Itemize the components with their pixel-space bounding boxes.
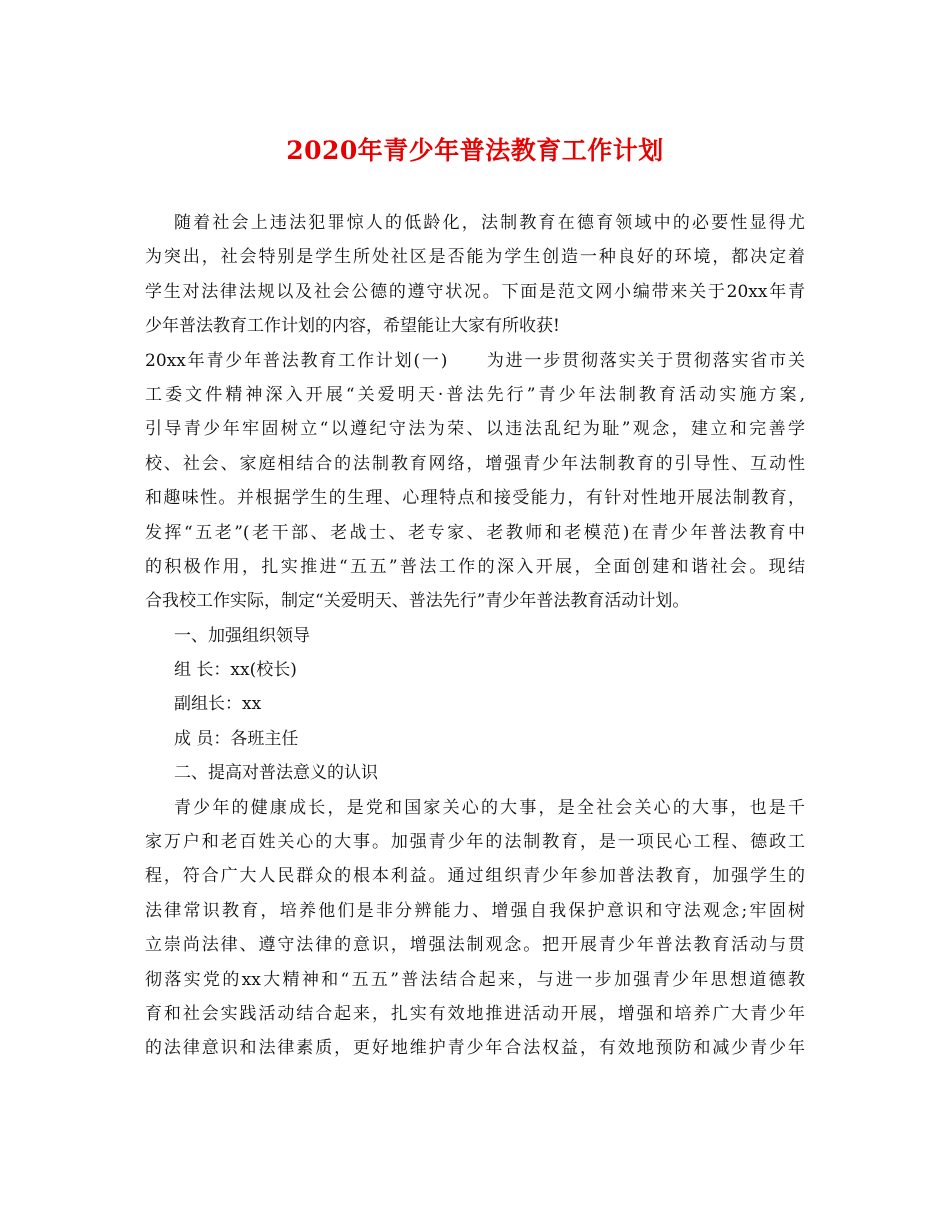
body-line: 合我校工作实际，制定“关爱明天、普法先行”青少年普法教育活动计划。: [145, 591, 690, 612]
body-line: 彻落实党的xx大精神和“五五”普法结合起来，与进一步加强青少年思想道德教: [145, 969, 805, 990]
body-line: 发挥“五老”(老干部、老战士、老专家、老教师和老模范)在青少年普法教育中: [145, 522, 805, 543]
body-line: 组 长：xx(校长): [174, 660, 297, 681]
body-line: 成 员：各班主任: [174, 728, 299, 749]
body-line: 引导青少年牢固树立“以遵纪守法为荣、以违法乱纪为耻”观念，建立和完善学: [145, 419, 805, 440]
body-line: 少年普法教育工作计划的内容，希望能让大家有所收获!: [145, 316, 560, 337]
document-body: [145, 206, 805, 1066]
body-line: 随着社会上违法犯罪惊人的低龄化，法制教育在德育领域中的必要性显得尤: [174, 213, 805, 233]
body-line: 为突出，社会特别是学生所处社区是否能为学生创造一种良好的环境，都决定着: [145, 247, 805, 268]
body-line: 和趣味性。并根据学生的生理、心理特点和接受能力，有针对性地开展法制教育，: [145, 488, 805, 509]
body-line: 程，符合广大人民群众的根本利益。通过组织青少年参加普法教育，加强学生的: [145, 866, 805, 887]
body-line: 的法律意识和法律素质，更好地维护青少年合法权益，有效地预防和减少青少年: [145, 1038, 805, 1059]
body-line: 家万户和老百姓关心的大事。加强青少年的法制教育，是一项民心工程、德政工: [145, 832, 805, 853]
body-line: 青少年的健康成长，是党和国家关心的大事，是全社会关心的大事，也是千: [174, 797, 805, 818]
document-title: 2020年青少年普法教育工作计划: [286, 136, 664, 165]
body-line: 一、加强组织领导: [174, 625, 310, 646]
body-line: 学生对法律法规以及社会公德的遵守状况。下面是范文网小编带来关于20xx年青: [145, 281, 805, 302]
body-line: 立崇尚法律、遵守法律的意识，增强法制观念。把开展青少年普法教育活动与贯: [145, 935, 805, 956]
body-line: 校、社会、家庭相结合的法制教育网络，增强青少年法制教育的引导性、互动性: [145, 453, 805, 474]
body-line: 工委文件精神深入开展“关爱明天·普法先行”青少年法制教育活动实施方案,: [145, 384, 805, 405]
body-line: 二、提高对普法意义的认识: [174, 763, 378, 784]
body-line: 20xx年青少年普法教育工作计划(一) 为进一步贯彻落实关于贯彻落实省市关: [145, 350, 805, 371]
body-line: 法律常识教育，培养他们是非分辨能力、增强自我保护意识和守法观念;牢固树: [145, 900, 805, 921]
body-line: 的积极作用，扎实推进“五五”普法工作的深入开展，全面创建和谐社会。现结: [145, 556, 805, 577]
body-line: 副组长：xx: [174, 694, 262, 715]
body-line: 育和社会实践活动结合起来，扎实有效地推进活动开展，增强和培养广大青少年: [145, 1003, 805, 1024]
